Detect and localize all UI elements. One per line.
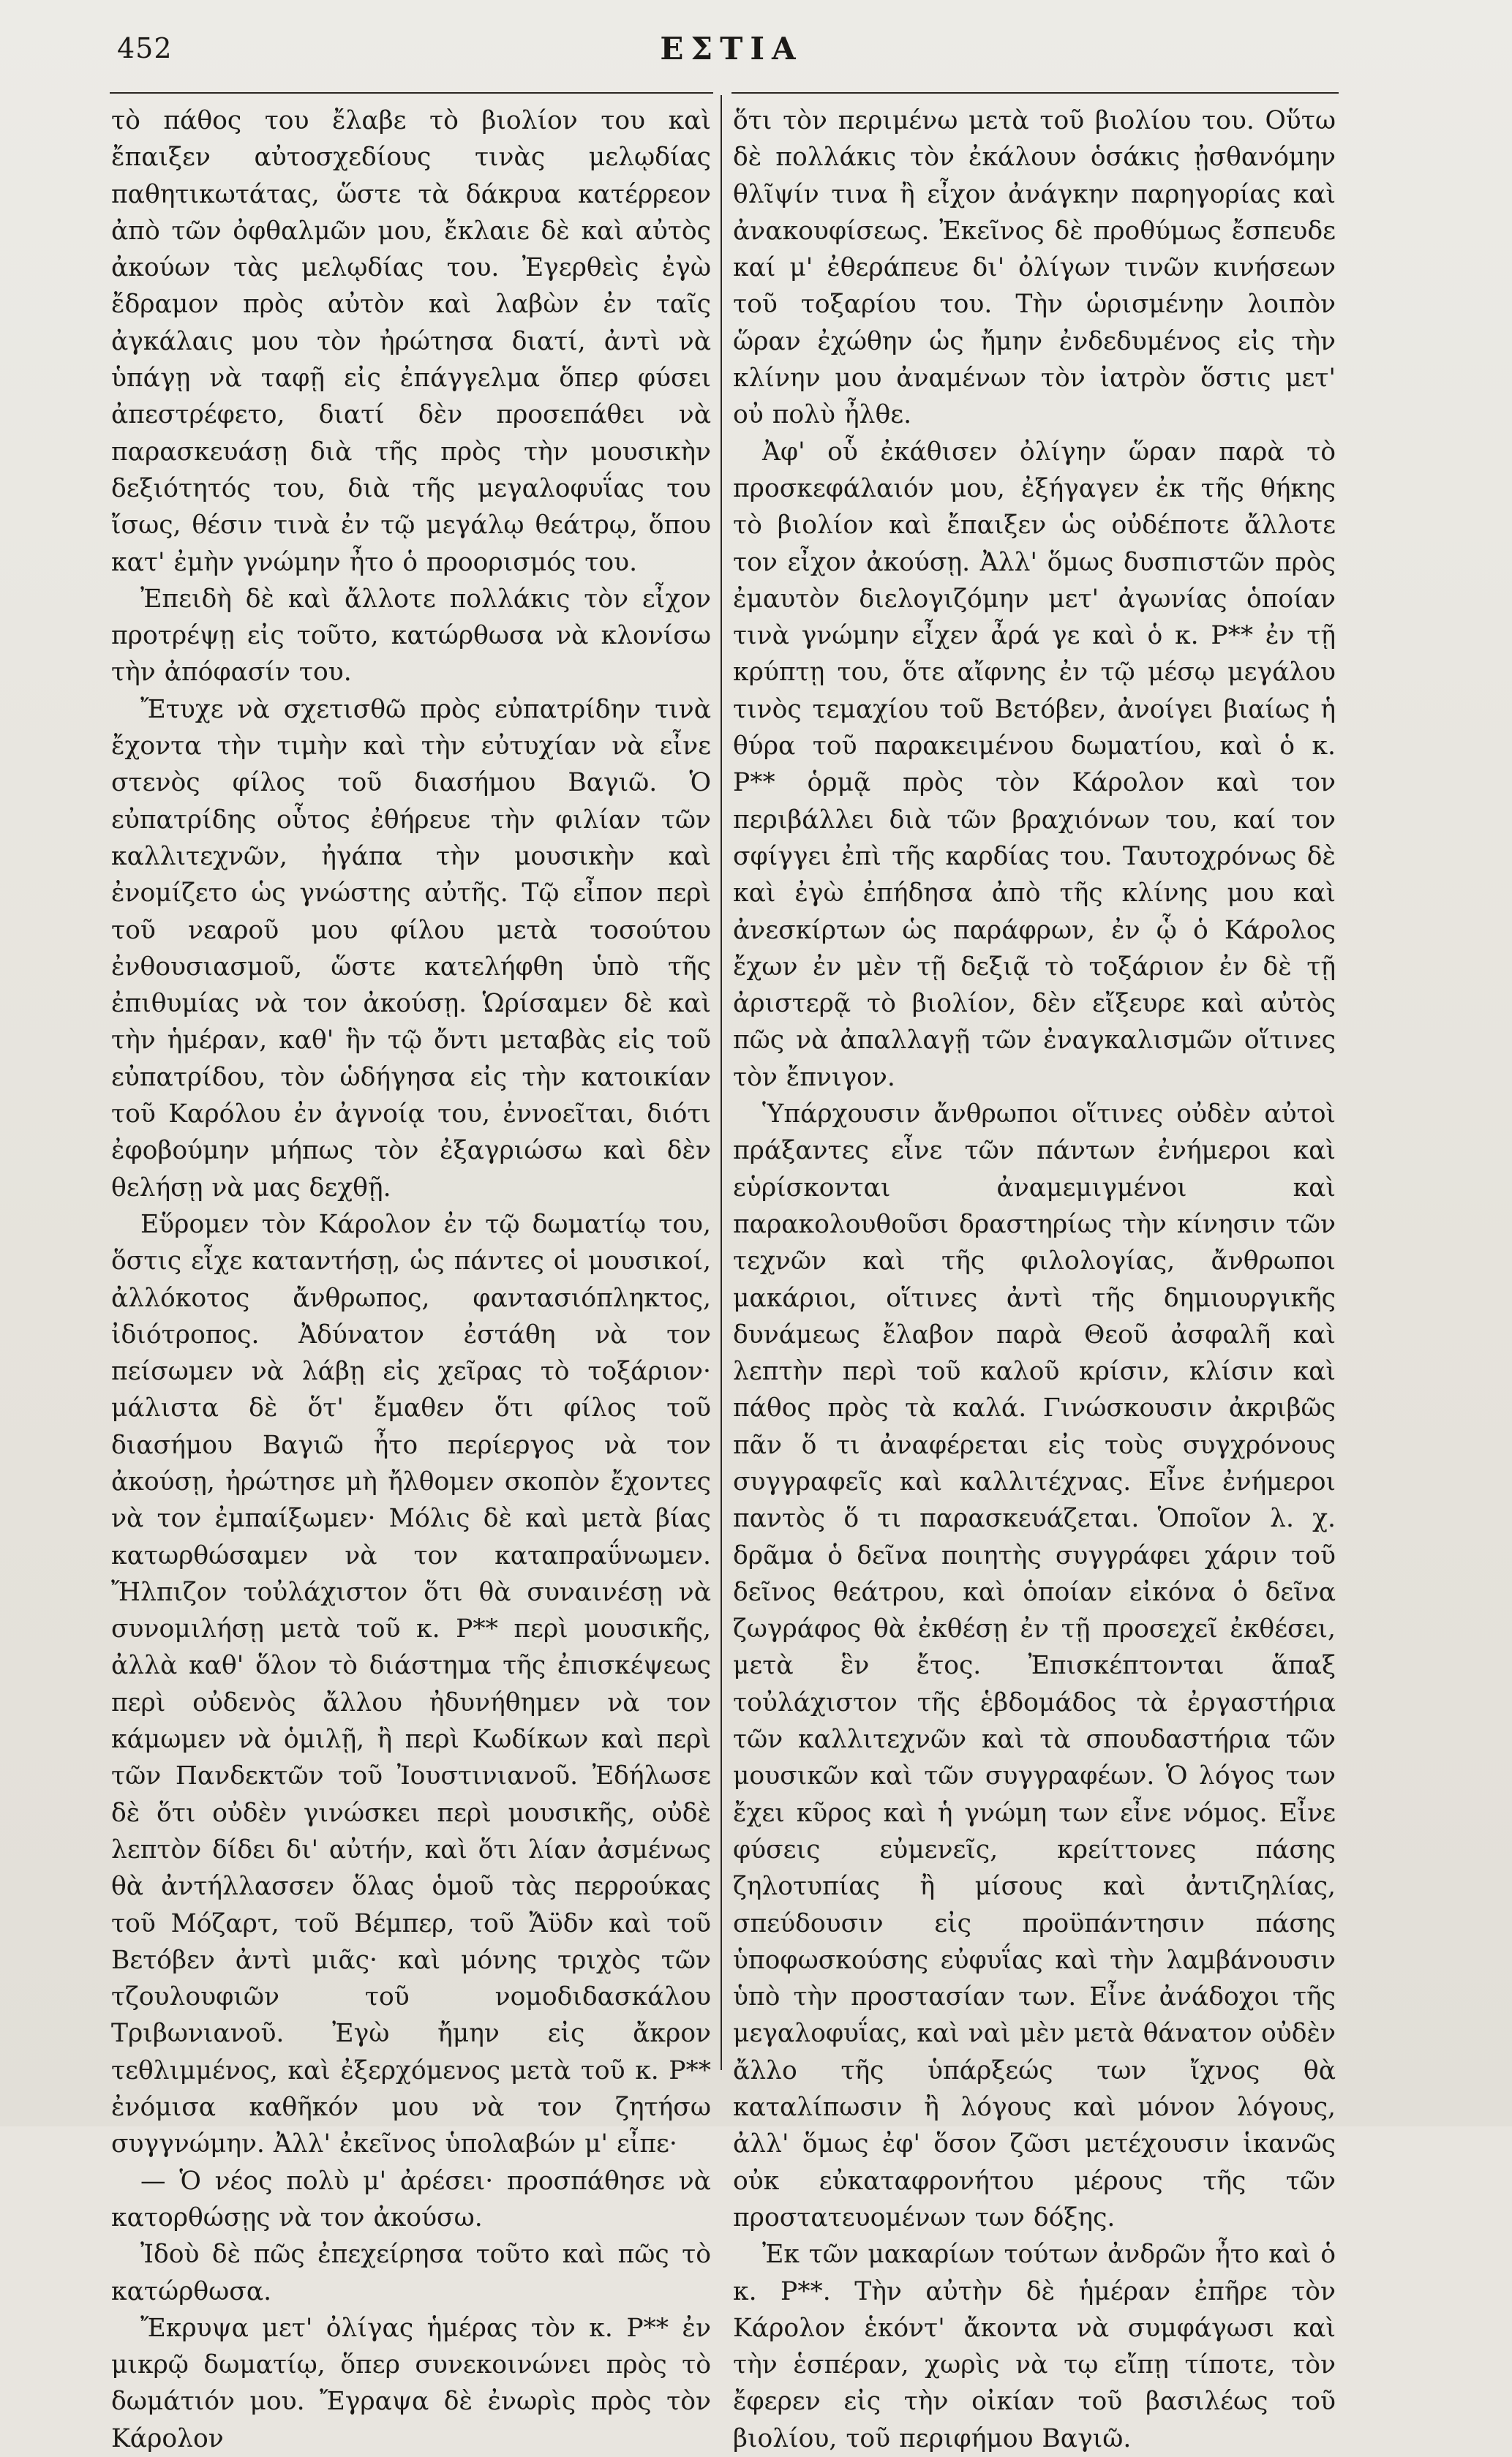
page-header (110, 26, 1353, 70)
paragraph: Ἔκρυψα μετ' ὀλίγας ἡμέρας τὸν κ. Ρ** ἐν μικρῷ δωματίῳ, ὅπερ συνεκοινώνει πρὸς τὸ δωμάτιόν μου. Ἔγραψα δὲ ἐνωρὶς πρὸς τὸν Κάρολον (111, 2313, 711, 2453)
paragraph: Ἰδοὺ δὲ πῶς ἐπεχείρησα τοῦτο καὶ πῶς τὸ κατώρθωσα. (111, 2240, 711, 2306)
paragraph: Ὑπάρχουσιν ἄνθρωποι οἵτινες οὐδὲν αὐτοὶ πράξαντες εἶνε τῶν πάντων ἐνήμεροι καὶ εὑρίσκονται ἀναμεμιγμένοι καὶ παρακολουθοῦσι δραστηρίως τὴν κίνησιν τῶν τεχνῶν καὶ τῆς φιλολογίας, ἄνθρωποι μακάριοι, οἵτινες ἀντὶ τῆς δημιουργικῆς δυνάμεως ἔλαβον παρὰ Θεοῦ ἀσφαλῆ καὶ λεπτὴν περὶ τοῦ καλοῦ κρίσιν, κλίσιν καὶ πάθος πρὸς τὰ καλά. Γινώσκουσιν ἀκριβῶς πᾶν ὅ τι ἀναφέρεται εἰς τοὺς συγχρόνους συγγραφεῖς καὶ καλλιτέχνας. Εἶνε ἐνήμεροι παντὸς ὅ τι παρασκευάζεται. Ὁποῖον λ. χ. δρᾶμα ὁ δεῖνα ποιητὴς συγγράφει χάριν τοῦ δεῖνος θεάτρου, καὶ ὁποίαν εἰκόνα ὁ δεῖνα ζωγράφος θὰ ἐκθέσῃ ἐν τῇ προσεχεῖ ἐκθέσει, μετὰ ἓν ἔτος. Ἐπισκέπτονται ἅπαξ τοὐλάχιστον τῆς ἑβδομάδος τὰ ἐργαστήρια τῶν καλλιτεχνῶν καὶ τὰ σπουδαστήρια τῶν μουσικῶν καὶ τῶν συγγραφέων. Ὁ λόγος των ἔχει κῦρος καὶ ἡ γνώμη των εἶνε νόμος. Εἶνε φύσεις εὐμενεῖς, κρείττονες πάσης ζηλοτυπίας ἢ μίσους καὶ ἀντιζηλίας, σπεύδουσιν εἰς προϋπάντησιν πάσης ὑποφωσκούσης εὐφυΐας καὶ τὴν λαμβάνουσιν ὑπὸ τὴν προστασίαν των. Εἶνε ἀνάδοχοι τῆς μεγαλοφυΐας, καὶ ναὶ μὲν μετὰ θάνατον οὐδὲν ἄλλο τῆς ὑπάρξεώς των ἴχνος θὰ καταλίπωσιν ἢ λόγους καὶ μόνον λόγους, ἀλλ' ὅμως ἐφ' ὅσον ζῶσι μετέχουσιν ἱκανῶς οὐκ εὐκαταφρονήτου μέρους τῆς τῶν προστατευομένων των δόξης. (733, 1099, 1336, 2232)
running-title: ΕΣΤΙΑ (660, 31, 803, 67)
left-column (111, 102, 711, 2453)
page-number: 452 (117, 32, 173, 64)
paragraph: Ἐκ τῶν μακαρίων τούτων ἀνδρῶν ἦτο καὶ ὁ κ. Ρ**. Τὴν αὐτὴν δὲ ἡμέραν ἐπῆρε τὸν Κάρολον ἑκόντ' ἄκοντα νὰ συμφάγωσι καὶ τὴν ἑσπέραν, χωρὶς νὰ τῳ εἴπῃ τίποτε, τὸν ἔφερεν εἰς τὴν οἰκίαν τοῦ βασιλέως τοῦ βιολίου, τοῦ περιφήμου Βαγιῶ. (733, 2240, 1336, 2453)
paragraph: τὸ πάθος του ἔλαβε τὸ βιολίον του καὶ ἔπαιξεν αὐτοσχεδίους τινὰς μελῳδίας παθητικωτάτας, ὥστε τὰ δάκρυα κατέρρεον ἀπὸ τῶν ὀφθαλμῶν μου, ἔκλαιε δὲ καὶ αὐτὸς ἀκούων τὰς μελῳδίας του. Ἐγερθεὶς ἐγὼ ἔδραμον πρὸς αὐτὸν καὶ λαβὼν ἐν ταῖς ἀγκάλαις μου τὸν ἠρώτησα διατί, ἀντὶ νὰ ὑπάγῃ νὰ ταφῇ εἰς ἐπάγγελμα ὅπερ φύσει ἀπεστρέφετο, διατί δὲν προσεπάθει νὰ παρασκευάσῃ διὰ τῆς πρὸς τὴν μουσικὴν δεξιότητός του, διὰ τῆς μεγαλοφυΐας του ἴσως, θέσιν τινὰ ἐν τῷ μεγάλῳ θεάτρῳ, ὅπου κατ' ἐμὴν γνώμην ἦτο ὁ προορισμός του. (111, 106, 711, 577)
header-rule-right (731, 92, 1339, 94)
paragraph: Εὕρομεν τὸν Κάρολον ἐν τῷ δωματίῳ του, ὅστις εἶχε καταντήσῃ, ὡς πάντες οἱ μουσικοί, ἀλλόκοτος ἄνθρωπος, φαντασιόπληκτος, ἰδιότροπος. Ἀδύνατον ἐστάθη νὰ τον πείσωμεν νὰ λάβῃ εἰς χεῖρας τὸ τοξάριον· μάλιστα δὲ ὅτ' ἔμαθεν ὅτι φίλος τοῦ διασήμου Βαγιῶ ἦτο περίεργος νὰ τον ἀκούσῃ, ἠρώτησε μὴ ἤλθομεν σκοπὸν ἔχοντες νὰ τον ἐμπαίξωμεν· Μόλις δὲ καὶ μετὰ βίας κατωρθώσαμεν νὰ τον καταπραΰνωμεν. Ἤλπιζον τοὐλάχιστον ὅτι θὰ συναινέσῃ νὰ συνομιλήσῃ μετὰ τοῦ κ. Ρ** περὶ μουσικῆς, ἀλλὰ καθ' ὅλον τὸ διάστημα τῆς ἐπισκέψεως περὶ οὐδενὸς ἄλλου ἠδυνήθημεν νὰ τον κάμωμεν νὰ ὁμιλῇ, ἢ περὶ Κωδίκων καὶ περὶ τῶν Πανδεκτῶν τοῦ Ἰουστινιανοῦ. Ἐδήλωσε δὲ ὅτι οὐδὲν γινώσκει περὶ μουσικῆς, οὐδὲ λεπτὸν δίδει δι' αὐτήν, καὶ ὅτι λίαν ἀσμένως θὰ ἀντήλλασσεν ὅλας ὁμοῦ τὰς περρούκας τοῦ Μόζαρτ, τοῦ Βέμπερ, τοῦ Ἄϋδν καὶ τοῦ Βετόβεν ἀντὶ μιᾶς· καὶ μόνης τριχὸς τῶν τζουλουφιῶν τοῦ νομοδιδασκάλου Τριβωνιανοῦ. Ἐγὼ ἤμην εἰς ἄκρον τεθλιμμένος, καὶ ἐξερχόμενος μετὰ τοῦ κ. Ρ** ἐνόμισα καθῆκόν μου νὰ τον ζητήσω συγγνώμην. Ἀλλ' ἐκεῖνος ὑπολαβών μ' εἶπε· (111, 1209, 711, 2159)
paragraph: Ἔτυχε νὰ σχετισθῶ πρὸς εὐπατρίδην τινὰ ἔχοντα τὴν τιμὴν καὶ τὴν εὐτυχίαν νὰ εἶνε στενὸς φίλος τοῦ διασήμου Βαγιῶ. Ὁ εὐπατρίδης οὗτος ἐθήρευε τὴν φιλίαν τῶν καλλιτεχνῶν, ἠγάπα τὴν μουσικὴν καὶ ἐνομίζετο ὡς γνώστης αὐτῆς. Τῷ εἶπον περὶ τοῦ νεαροῦ μου φίλου μετὰ τοσούτου ἐνθουσιασμοῦ, ὥστε κατελήφθη ὑπὸ τῆς ἐπιθυμίας νὰ τον ἀκούσῃ. Ὡρίσαμεν δὲ καὶ τὴν ἡμέραν, καθ' ἣν τῷ ὄντι μεταβὰς εἰς τοῦ εὐπατρίδου, τὸν ὡδήγησα εἰς τὴν κατοικίαν τοῦ Καρόλου ἐν ἀγνοίᾳ του, ἐννοεῖται, διότι ἐφοβούμην μήπως τὸν ἐξαγριώσω καὶ δὲν θελήσῃ νὰ μας δεχθῇ. (111, 694, 711, 1203)
dialogue-line: — Ὁ νέος πολὺ μ' ἀρέσει· προσπάθησε νὰ κατορθώσῃς νὰ τον ἀκούσω. (111, 2166, 711, 2232)
column-divider (721, 95, 722, 2070)
right-column (733, 102, 1336, 2453)
header-rule-left (110, 92, 713, 94)
paragraph: Ἀφ' οὗ ἐκάθισεν ὀλίγην ὥραν παρὰ τὸ προσκεφάλαιόν μου, ἐξήγαγεν ἐκ τῆς θήκης τὸ βιολίον καὶ ἔπαιξεν ὡς οὐδέποτε ἄλλοτε τον εἶχον ἀκούσῃ. Ἀλλ' ὅμως δυσπιστῶν πρὸς ἐμαυτὸν διελογιζόμην μετ' ἀγωνίας ὁποίαν τινὰ γνώμην εἶχεν ἆρά γε καὶ ὁ κ. Ρ** ἐν τῇ κρύπτῃ του, ὅτε αἴφνης ἐν τῷ μέσῳ μεγάλου τινὸς τεμαχίου τοῦ Βετόβεν, ἀνοίγει βιαίως ἡ θύρα τοῦ παρακειμένου δωματίου, καὶ ὁ κ. Ρ** ὁρμᾷ πρὸς τὸν Κάρολον καὶ τον περιβάλλει διὰ τῶν βραχιόνων του, καί τον σφίγγει ἐπὶ τῆς καρδίας του. Ταυτοχρόνως δὲ καὶ ἐγὼ ἐπήδησα ἀπὸ τῆς κλίνης μου καὶ ἀνεσκίρτων ὡς παράφρων, ἐν ᾧ ὁ Κάρολος ἔχων ἐν μὲν τῇ δεξιᾷ τὸ τοξάριον ἐν δὲ τῇ ἀριστερᾷ τὸ βιολίον, δὲν εἴξευρε καὶ αὐτὸς πῶς νὰ ἀπαλλαγῇ τῶν ἐναγκαλισμῶν οἵτινες τὸν ἔπνιγον. (733, 437, 1336, 1092)
paragraph: ὅτι τὸν περιμένω μετὰ τοῦ βιολίου του. Οὕτω δὲ πολλάκις τὸν ἐκάλουν ὁσάκις ᾐσθανόμην θλῖψίν τινα ἢ εἶχον ἀνάγκην παρηγορίας καὶ ἀνακουφίσεως. Ἐκεῖνος δὲ προθύμως ἔσπευδε καί μ' ἐθεράπευε δι' ὀλίγων τινῶν κινήσεων τοῦ τοξαρίου του. Τὴν ὡρισμένην λοιπὸν ὥραν ἐχώθην ὡς ἤμην ἐνδεδυμένος εἰς τὴν κλίνην μου ἀναμένων τὸν ἰατρὸν ὅστις μετ' οὐ πολὺ ἦλθε. (733, 106, 1336, 430)
paragraph: Ἐπειδὴ δὲ καὶ ἄλλοτε πολλάκις τὸν εἶχον προτρέψῃ εἰς τοῦτο, κατώρθωσα νὰ κλονίσω τὴν ἀπόφασίν του. (111, 584, 711, 688)
